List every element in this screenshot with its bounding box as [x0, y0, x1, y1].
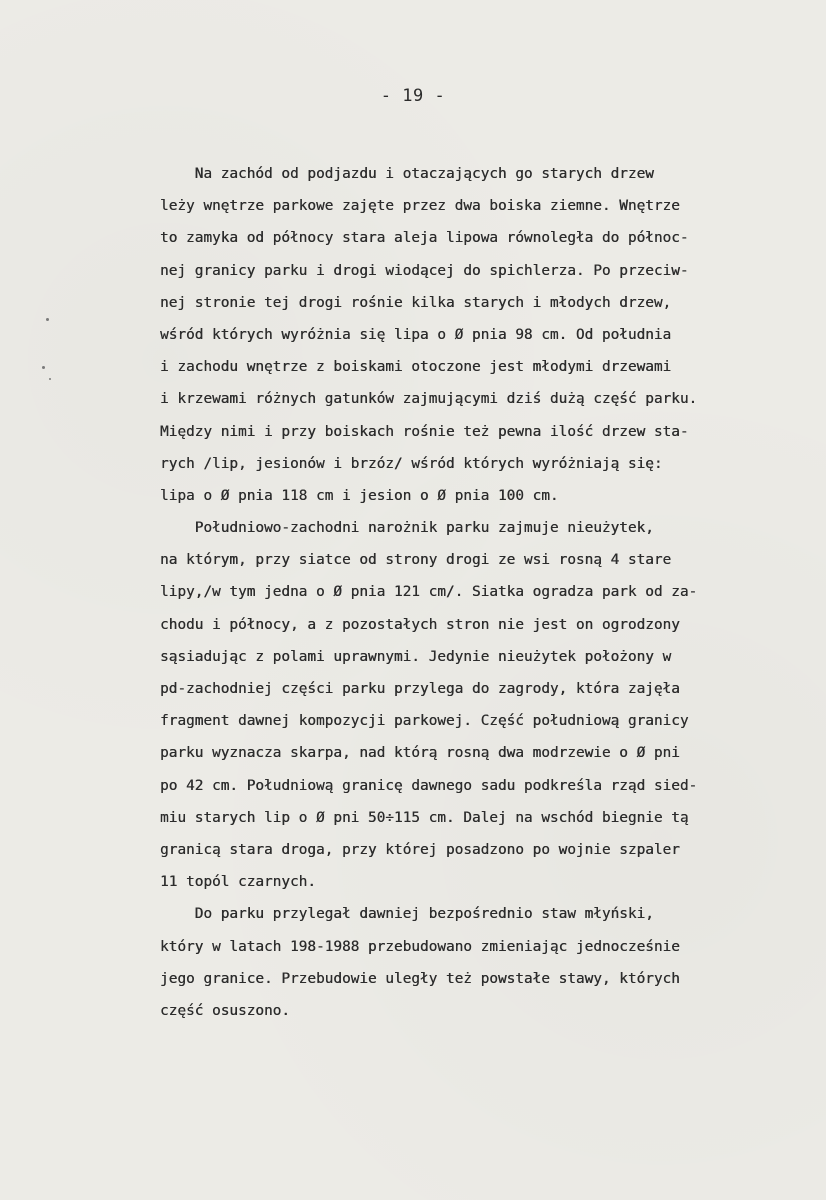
- text-line: jego granice. Przebudowie uległy też powstałe stawy, których: [160, 970, 680, 987]
- text-line: granicą stara droga, przy której posadzono po wojnie szpaler: [160, 841, 680, 858]
- paper-speck: [46, 318, 49, 321]
- text-line: to zamyka od północy stara aleja lipowa równoległa do północ-: [160, 230, 689, 247]
- text-line: sąsiadując z polami uprawnymi. Jedynie nieużytek położony w: [160, 648, 672, 665]
- text-line: i krzewami różnych gatunków zajmującymi dziś dużą część parku.: [160, 391, 698, 408]
- text-line: 11 topól czarnych.: [160, 874, 316, 891]
- text-line: Południowo-zachodni narożnik parku zajmuje nieużytek,: [160, 520, 654, 537]
- text-line: pd-zachodniej części parku przylega do zagrody, która zajęła: [160, 681, 680, 697]
- text-line: fragment dawnej kompozycji parkowej. Część południową granicy: [160, 713, 689, 730]
- body-text: [160, 158, 810, 1027]
- text-line: chodu i północy, a z pozostałych stron nie jest on ogrodzony: [160, 616, 680, 633]
- text-line: Między nimi i przy boiskach rośnie też pewna ilość drzew sta-: [160, 423, 689, 440]
- text-line: wśród których wyróżnia się lipa o Ø pnia 98 cm. Od południa: [160, 326, 672, 343]
- page-number: - 19 -: [380, 86, 446, 106]
- text-line: który w latach 198-1988 przebudowano zmieniając jednocześnie: [160, 938, 680, 955]
- text-line: nej stronie tej drogi rośnie kilka starych i młodych drzew,: [160, 294, 672, 311]
- text-line: rych /lip, jesionów i brzóz/ wśród których wyróżniają się:: [160, 455, 663, 472]
- paper-speck: [42, 366, 45, 369]
- text-line: i zachodu wnętrze z boiskami otoczone jest młodymi drzewami: [160, 359, 672, 376]
- text-line: lipy,/w tym jedna o Ø pnia 121 cm/. Siatka ogradza park od za-: [160, 584, 698, 601]
- text-line: leży wnętrze parkowe zajęte przez dwa boiska ziemne. Wnętrze: [160, 198, 680, 215]
- text-line: na którym, przy siatce od strony drogi ze wsi rosną 4 stare: [160, 552, 672, 569]
- text-line: Do parku przylegał dawniej bezpośrednio staw młyński,: [160, 906, 654, 923]
- text-line: część osuszono.: [160, 1002, 290, 1019]
- paper-speck: [49, 378, 51, 380]
- text-line: miu starych lip o Ø pni 50÷115 cm. Dalej na wschód biegnie tą: [160, 809, 689, 826]
- text-line: lipa o Ø pnia 118 cm i jesion o Ø pnia 100 cm.: [160, 487, 559, 504]
- text-line: po 42 cm. Południową granicę dawnego sadu podkreśla rząd sied-: [160, 777, 698, 794]
- text-line: nej granicy parku i drogi wiodącej do spichlerza. Po przeciw-: [160, 262, 689, 279]
- text-line: parku wyznacza skarpa, nad którą rosną dwa modrzewie o Ø pni: [160, 745, 680, 762]
- text-line: Na zachód od podjazdu i otaczających go starych drzew: [160, 166, 654, 182]
